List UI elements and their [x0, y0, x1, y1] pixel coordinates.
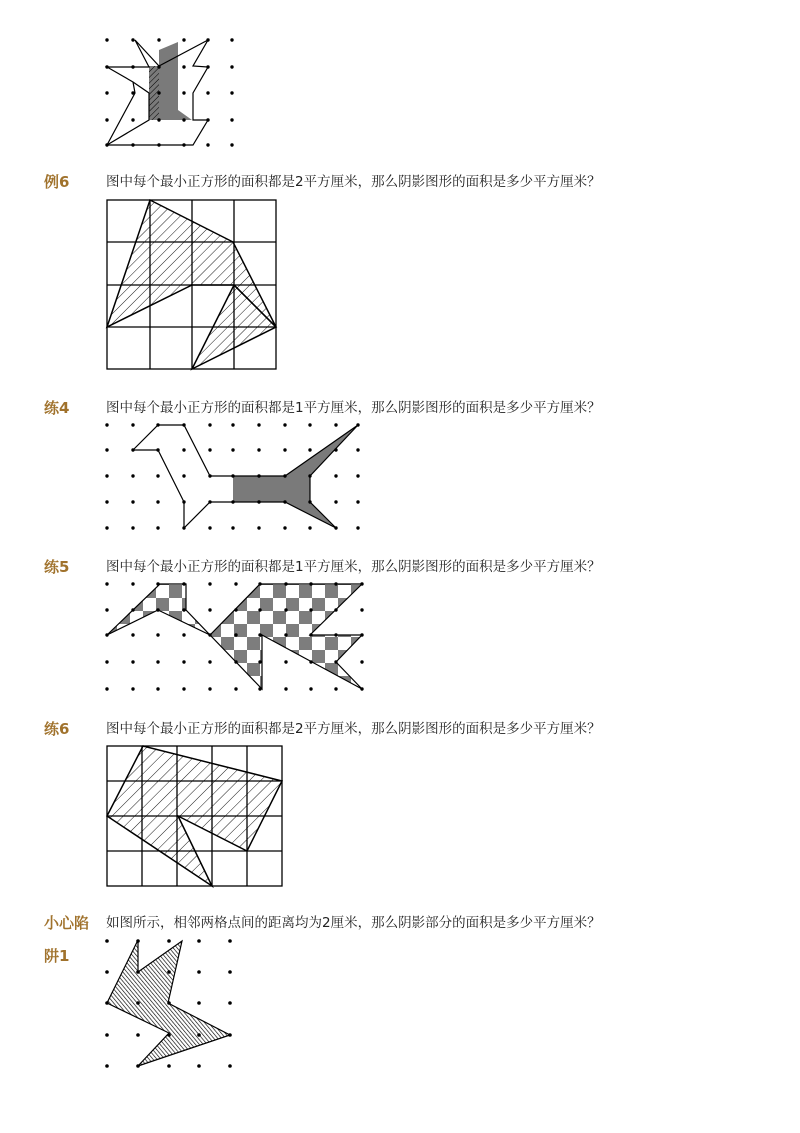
practice6-grid-figure	[100, 740, 290, 892]
problem-label-practice6: 练6	[44, 720, 70, 738]
example6-grid-figure	[100, 195, 285, 375]
problem-text-practice5: 图中每个最小正方形的面积都是1平方厘米，那么阴影图形的面积是多少平方厘米？	[106, 559, 601, 575]
practice5-dot-figure	[100, 578, 368, 696]
practice4-dot-figure	[100, 418, 365, 536]
problem-text-practice6: 图中每个最小正方形的面积都是2平方厘米，那么阴影图形的面积是多少平方厘米？	[106, 721, 601, 737]
practice4-outline	[133, 425, 358, 528]
problem-text-practice4: 图中每个最小正方形的面积都是1平方厘米，那么阴影图形的面积是多少平方厘米？	[106, 400, 601, 416]
problem-label-practice4: 练4	[44, 399, 70, 417]
practice5-shape	[107, 584, 362, 689]
example6-grid	[107, 200, 276, 369]
top-dot-figure	[96, 30, 246, 156]
problem-label-trap1-line1: 小心陷	[44, 914, 90, 932]
problem-label-practice5: 练5	[44, 558, 70, 576]
problem-text-trap1: 如图所示，相邻两格点间的距离均为2厘米，那么阴影部分的面积是多少平方厘米？	[106, 915, 601, 931]
trap1-dot-figure	[100, 934, 240, 1074]
top-shaded-region	[149, 42, 192, 120]
problem-text-example6: 图中每个最小正方形的面积都是2平方厘米，那么阴影图形的面积是多少平方厘米？	[106, 174, 601, 190]
problem-label-example6: 例6	[44, 173, 70, 191]
problem-label-trap1-line2: 阱1	[44, 947, 70, 965]
